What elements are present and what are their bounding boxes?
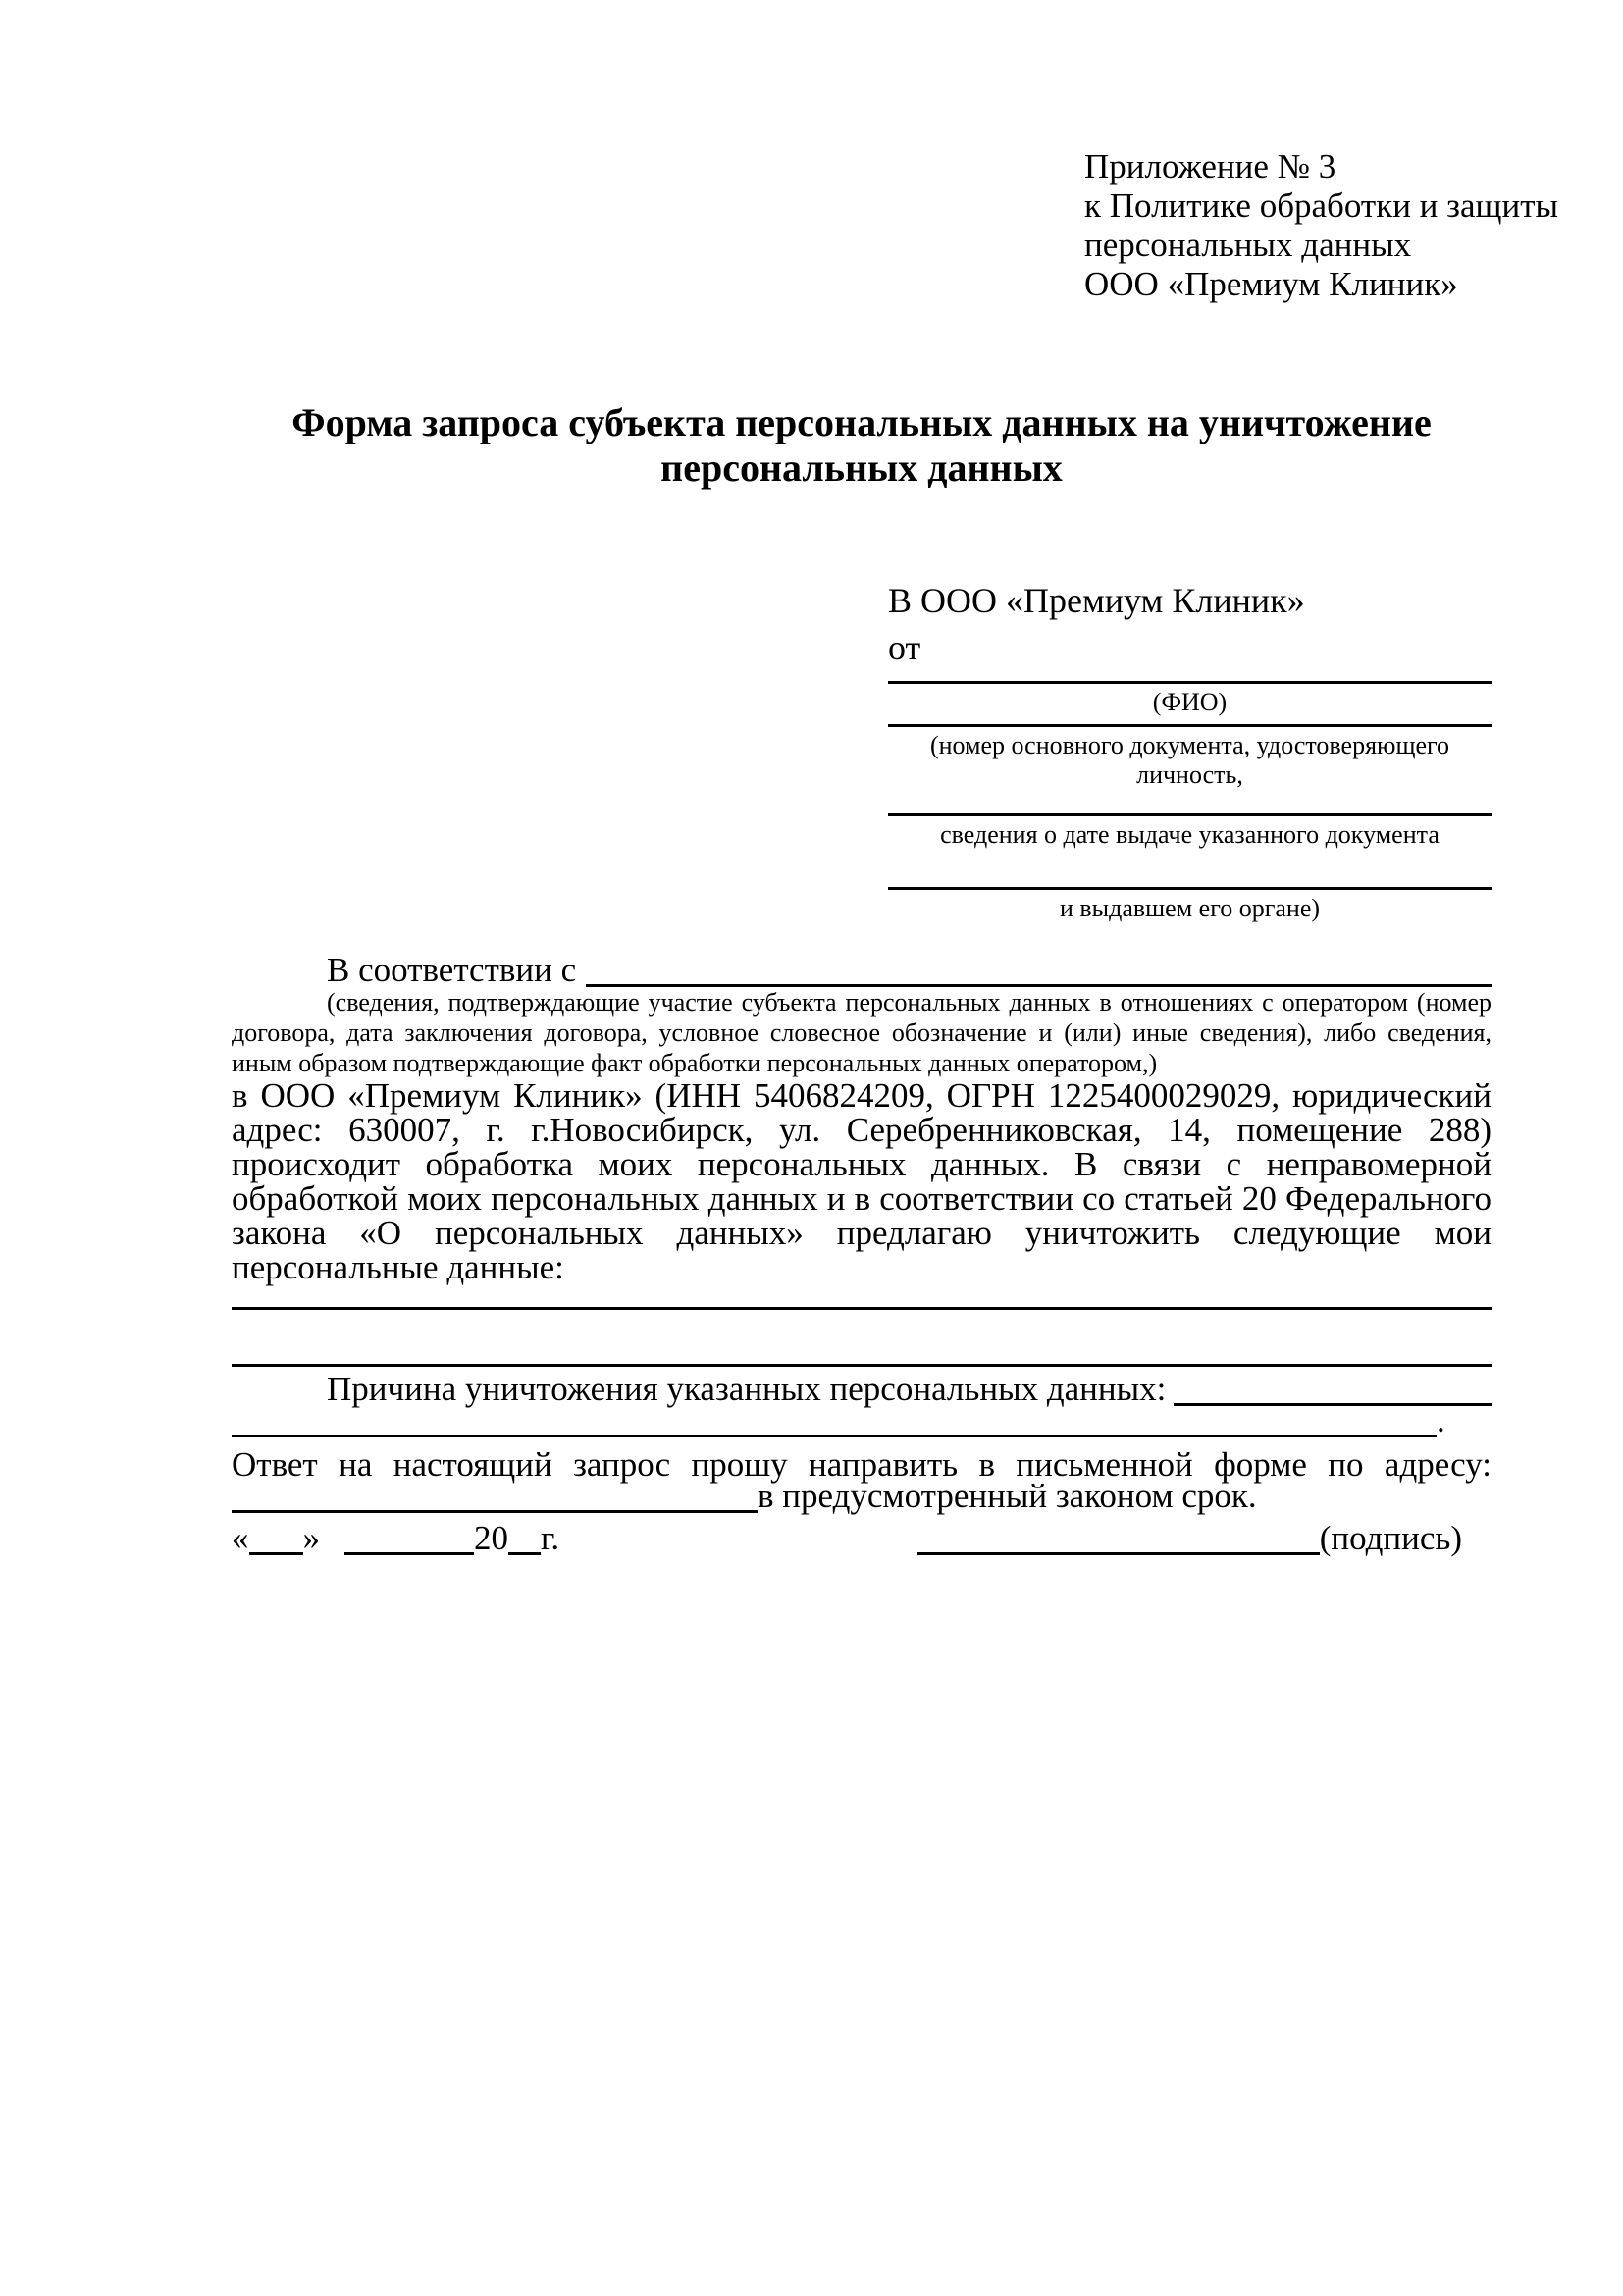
reason-row	[232, 1367, 1492, 1406]
body-block	[232, 952, 1492, 1513]
date-year-blank[interactable]	[508, 1552, 541, 1555]
reply-sentence: Ответ на настоящий запрос прошу направить в письменной форме по адресу:	[232, 1445, 1492, 1484]
form-title-line2: персональных данных	[660, 445, 1063, 490]
address-blank-line[interactable]	[232, 1510, 758, 1513]
date-year-prefix: 20	[474, 1519, 508, 1557]
personal-data-blank-line-2[interactable]	[232, 1310, 1492, 1367]
addressee-from-label: от	[888, 628, 921, 667]
document-number-blank-line[interactable]	[888, 717, 1492, 727]
main-paragraph: в ООО «Премиум Клиник» (ИНН 5406824209, ОГРН 1225400029029, юридический адрес: 630007, г. г.Новосибирск, ул. Серебренниковская, 14, помещение 288) происходит обработка моих персональных данных. В связи с неправомерной обработкой моих персональных данных и в соответствии со статьей 20 Федерального закона «О персональных данных» предлагаю уничтожить следующие мои персональные данные:	[232, 1076, 1492, 1286]
document-number-caption: (номер основного документа, удостоверяющего личность,	[929, 731, 1450, 789]
issue-date-caption: сведения о дате выдаче указанного документа	[940, 820, 1440, 849]
fio-blank-line[interactable]	[888, 665, 1492, 684]
date-day-blank[interactable]	[249, 1552, 303, 1555]
accordance-lead: В соответствии с	[327, 951, 577, 989]
fio-caption: (ФИО)	[1152, 688, 1228, 716]
issuing-authority-caption: и выдавшем его органе)	[1059, 894, 1321, 922]
signature-group	[917, 1521, 1462, 1555]
issuing-authority-blank-line[interactable]	[888, 848, 1492, 890]
date-quote-close: »	[302, 1519, 320, 1557]
appendix-header-line: к Политике обработки и защиты	[1084, 186, 1559, 225]
date-year-suffix: г.	[541, 1519, 560, 1557]
reason-continuation-row	[232, 1401, 1492, 1439]
reason-label: Причина уничтожения указанных персональных данных:	[327, 1370, 1167, 1408]
footer-row	[232, 1519, 1462, 1555]
addressee-organization: В ООО «Премиум Клиник»	[888, 581, 1305, 620]
date-group	[232, 1521, 559, 1555]
appendix-header-line: ООО «Премиум Клиник»	[1084, 265, 1458, 303]
date-month-blank[interactable]	[344, 1552, 474, 1555]
reply-address-row	[232, 1477, 1492, 1515]
form-title	[232, 400, 1492, 491]
appendix-header-line: персональных данных	[1084, 226, 1412, 264]
appendix-header	[1084, 147, 1558, 304]
form-title-line1: Форма запроса субъекта персональных данных на уничтожение	[291, 400, 1432, 444]
personal-data-blank-line-1[interactable]	[232, 1284, 1492, 1310]
signature-caption: (подпись)	[1319, 1519, 1462, 1557]
appendix-header-line: Приложение № 3	[1084, 147, 1336, 185]
accordance-row	[232, 952, 1492, 987]
reason-continuation-blank-line[interactable]	[232, 1435, 1437, 1437]
signature-blank-line[interactable]	[917, 1552, 1320, 1555]
accordance-note: (сведения, подтверждающие участие субъекта персональных данных в отношениях с оператором (номер договора, дата заключения договора, условное словесное обозначение и (или) иные сведения), либо сведения, иным образом подтверждающие факт обработки персональных данных оператором,)	[232, 988, 1492, 1077]
date-quote-open: «	[232, 1519, 249, 1557]
addressee-block	[888, 579, 1492, 921]
reply-tail: в предусмотренный законом срок.	[758, 1477, 1257, 1515]
reason-line-period: .	[1437, 1401, 1445, 1439]
